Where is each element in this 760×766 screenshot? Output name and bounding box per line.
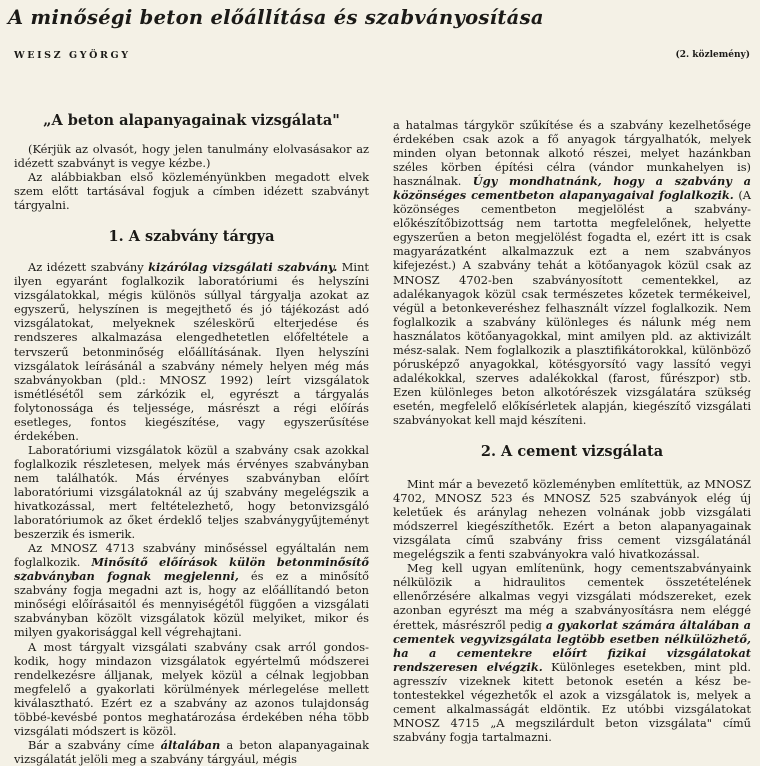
text-run: Bár a szabvány címe: [28, 737, 161, 752]
standard-title-heading: „A beton alapanyagainak vizsgálata": [43, 112, 340, 129]
intro-paragraph: Az alábbiakban első közleményünkben megadott elvek szem előtt tartásával fogjuk a címben idézett szabványt tárgyalni.: [14, 170, 369, 213]
right-column: [393, 118, 751, 755]
paragraph-title-scope: [14, 738, 369, 766]
reader-note-paragraph: (Kérjük az olvasót, hogy jelen tanulmány elolvasásakor az idézett szabványt is vegye kézbe.): [14, 142, 369, 171]
section-1-heading: 1. A szabvány tárgya: [108, 228, 275, 246]
paragraph-methods: A most tárgyalt vizsgálati szabvány csak arról gondoskodik, hogy mindazon vizsgálatok egyértelmű módszerei rendelkezésre álljanak, melyek közül a célnak legjobban megfelelő a gyakorlati körülmények mérlegelése mellett kiválasztható. Ezért ez a szabvány az azonos tulajdonság többé-kevésbé pontos meghatározása érdekében néha több vizsgálati módszert is közöl.: [14, 639, 369, 738]
emphasis-text: a gyakorlat számára általában a cementek vegyvizsgálata legtöbb esetben nélkülözhető, ha a cementekre előírt fizikai vizsgálatokat rendszeresen elvégzik.: [393, 617, 751, 674]
paragraph-classification: [14, 541, 369, 639]
paragraph-cement-chemistry: [393, 561, 751, 744]
text-run: Az idézett szabvány: [28, 260, 149, 275]
article-title: A minőségi beton előállítása és szabványosítása: [8, 6, 544, 29]
section-2-heading: 2. A cement vizsgálata: [480, 443, 664, 461]
text-run: Különleges esetekben, mint pld. agresszív vizeknek kitett betonok esetén a kész betontestekkel végezhetők el azok a vizsgálatok is, melyek a cement alkalmasságát eldöntik. Ez utóbbi vizsgálatokat MNOSZ 4715 „A megszilárdult beton vizsgálata" című szabvány fogja tartalmazni.: [393, 659, 751, 744]
paragraph-materials: [393, 118, 751, 427]
emphasis-text: kizárólag vizsgálati szabvány.: [148, 260, 338, 275]
author-name: WEISZ GYÖRGY: [14, 50, 131, 61]
text-run: Meg kell ugyan említenünk, hogy cementszabványaink nélkülözik a hidraulitos cementek összetételének ellenőrzésére alkalmas vegyi vizsgálati módszereket, ezek azonban egyrészt ma még a szabványosításra nem eléggé érettek, másrészről pedig: [393, 561, 751, 632]
text-run: a beton alapanyagainak vizsgálatát jelöli meg a szabvány tárgyául, mégis: [14, 737, 369, 766]
emphasis-text: Minősítő előírások külön betonminősítő szabványban fognak megjelenni,: [14, 555, 369, 584]
paragraph-scope: [14, 260, 369, 443]
emphasis-text: általában: [160, 737, 221, 752]
paragraph-laboratory: Laboratóriumi vizsgálatok közül a szabvány csak azokkal foglalkozik részletesen, melyek más érvényes szabványban nem találhatók. Más érvényes szabványban előírt laboratóriumi vizsgálatoknál az új szabvány megelégszik a hivatkozással, mert feltételezhető, hogy betonvizsgáló laboratóriumok az őket érdeklő teljes szabványgyűjteményt beszerzik és ismerik.: [14, 442, 369, 542]
text-run: a hatalmas tárgykör szűkítése és a szabvány kezelhetősége érdekében csak azok a fő anyagok tárgyalhatók, melyek minden olyan betonnak alkotó részei, melyet hazánkban széles körben építési célra (vándor munkahelyen is) használnak.: [393, 118, 751, 189]
emphasis-text: Úgy mondhatnánk, hogy a szabvány a közönséges cementbeton alapanyagaival foglalkozik.: [393, 174, 751, 203]
text-run: és ez a minősítő szabvány fogja megadni azt is, hogy az előállítandó beton minőségi előírásaitól és mennyiségétől függően a vizsgálati szabványban közölt vizsgálatok közül melyiket, mikor és milyen gyakorisággal kell végrehajtani.: [14, 569, 370, 640]
text-run: Az MNOSZ 4713 szabvány minőséssel egyáltalán nem foglalkozik.: [14, 541, 369, 570]
installment-label: (2. közlemény): [675, 50, 750, 60]
left-column: [14, 112, 370, 766]
text-run: Mint ilyen egyaránt foglalkozik laboratóriumi és helyszíni vizsgálatokkal, mégis különös súllyal tárgyalja azokat az egyszerű, helyszínen is megejthető és jó tájékozást adó vizsgálatokat, melyeknek széleskörű elterjedése és rendszeres alkalmazása elengedhetetlen előfeltétele a tervszerű betonminőség előállításának. Ilyen helyszíni vizsgálatok leírásánál a szabvány némely helyen még más szabványokban (pld.: MNOSZ 1992) leírt vizsgálatok ismétlésétől sem zárkózik el, egyrészt a tárgyalás folytonossága és teljessége, másrészt a régi előírás esetleges, fontos kiegészítése, vagy egyszerűsítése érdekében.: [14, 260, 369, 443]
paragraph-cement-standards: Mint már a bevezető közleményben említettük, az MNOSZ 4702, MNOSZ 523 és MNOSZ 525 szabványok elég új keletűek és aránylag nehezen volnának jobb vizsgálati módszerrel kiegészíthetők. Ezért a beton alapanyagainak vizsgálata című szabvány friss cement vizsgálatánál megelégszik a fenti szabványokra való hivatkozással.: [393, 477, 751, 562]
byline: [14, 50, 750, 66]
text-run: (A közönséges cementbeton megjelölést a szabványelőkészítőbizottság nem tartotta megfelelőnek, helyette egyszerűen a beton megjelölést fogadta el, ezért itt is csak magyarázatként alkalmazzuk ezt a nem szabványos kifejezést.) A szabvány tehát a kötőanyagok közül csak az MNOSZ 4702-ben szabványosított cementekkel, az adalékanyagok közül csak természetes kőzetek termékeivel, végül a betonkeveréshez felhasznált vízzel foglalkozik. Nem foglalkozik a szabvány különleges és nálunk még nem használatos kötőanyagokkal, mint amilyen pld. az aktivizált mész-salak. Nem foglalkozik a plasztifikátorokkal, különböző pórusképző anyagokkal, kötésgyorsító vagy lassító vegyi adalékokkal, szerves adalékokkal (farost, fűrészpor) stb. Ezen különleges beton alkotórészek vizsgálatára szükség esetén, megfelelő előkísérletek alapján, kiegészítő vizsgálati szabványokat kell majd készíteni.: [393, 188, 751, 427]
